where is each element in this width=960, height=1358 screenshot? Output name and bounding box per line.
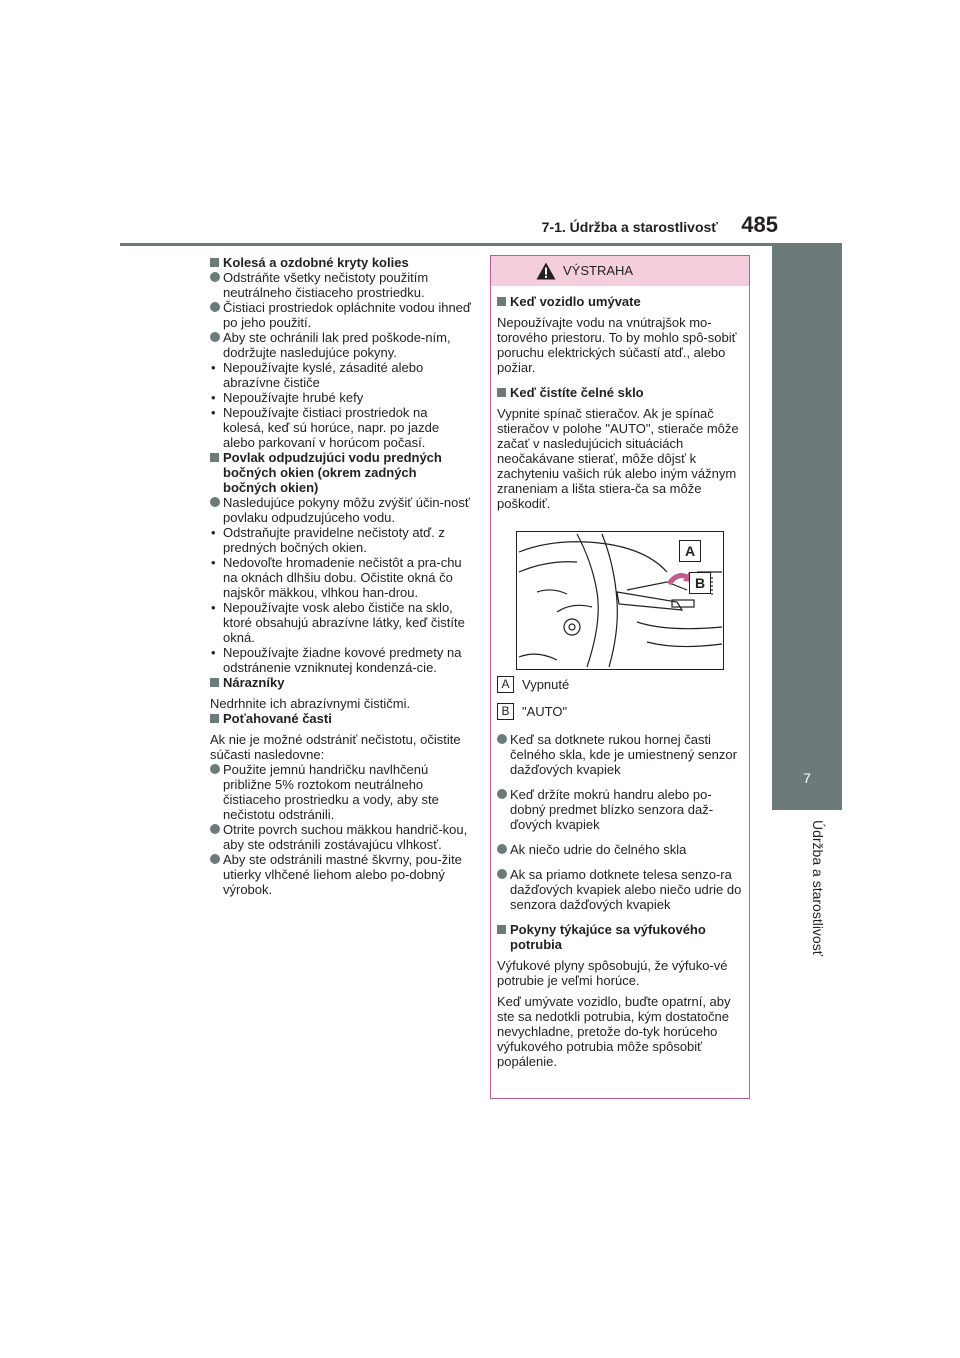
square-bullet-icon	[210, 678, 219, 687]
dot-bullet-icon	[210, 497, 220, 507]
bullet-item: Ak niečo udrie do čelného skla	[497, 842, 743, 857]
paragraph: Ak nie je možné odstrániť nečistotu, očistite súčasti nasledovne:	[210, 732, 461, 762]
label-a-box: A	[497, 676, 514, 693]
sub-item: • Odstraňujte pravidelne nečistoty atď. z predných bočných okien.	[210, 525, 472, 555]
bullet-item: Aby ste ochránili lak pred poškode-ním, dodržujte nasledujúce pokyny.	[210, 330, 472, 360]
bullet-item: Čistiaci prostriedok opláchnite vodou ihneď po jeho použití.	[210, 300, 472, 330]
sub-item: • Nepoužívajte čistiaci prostriedok na kolesá, keď sú horúce, napr. po jazde alebo parkovaní v horúcom počasí.	[210, 405, 472, 450]
warning-header	[491, 256, 749, 286]
label-b-tag: B	[689, 572, 711, 594]
bullet-item: Nasledujúce pokyny môžu zvýšiť účin-nosť povlaku odpudzujúceho vodu.	[210, 495, 472, 525]
square-bullet-icon	[210, 714, 219, 723]
square-bullet-icon	[210, 258, 219, 267]
bullet-item: Otrite povrch suchou mäkkou handrič-kou, aby ste odstránili zostávajúcu vlhkosť.	[210, 822, 472, 852]
chapter-number: 7	[803, 770, 811, 786]
bullet-item: Použite jemnú handričku navlhčenú približne 5% roztokom neutrálneho čistiaceho prostriedku a vody, aby ste nečistotu odstránili.	[210, 762, 472, 822]
square-bullet-icon	[497, 297, 506, 306]
legend-a-text: Vypnuté	[522, 677, 570, 692]
left-column	[210, 255, 472, 897]
warning-title: VÝSTRAHA	[563, 263, 634, 278]
warning-box	[490, 255, 750, 1099]
warning-triangle-icon	[536, 262, 556, 280]
dot-bullet-icon	[497, 844, 507, 854]
square-bullet-icon	[497, 388, 506, 397]
sub-item: • Nepoužívajte vosk alebo čističe na sklo, ktoré obsahujú abrazívne látky, keď čistíte okná.	[210, 600, 472, 645]
legend-b	[497, 703, 743, 720]
bullet-item: Keď držíte mokrú handru alebo po-dobný predmet blízko senzora daž-ďových kvapiek	[497, 787, 743, 832]
legend-b-text: "AUTO"	[522, 704, 568, 719]
heading-wheels: Kolesá a ozdobné kryty kolies	[210, 255, 472, 270]
dot-bullet-icon	[210, 302, 220, 312]
dot-bullet-icon	[497, 789, 507, 799]
label-a-tag: A	[679, 540, 701, 562]
heading-exhaust: Pokyny týkajúce sa výfukového potrubia	[497, 922, 743, 952]
paragraph: Vypnite spínač stieračov. Ak je spínač stieračov v polohe "AUTO", stierače môže začať v nasledujúcich situáciách neočakávane stierať, môže dôjsť k zachyteniu vašich rúk alebo iným vážnym zraneniam a lišta stiera-ča sa môže poškodiť.	[497, 406, 739, 511]
sub-item: • Nepoužívajte žiadne kovové predmety na odstránenie vzniknutej kondenzá-cie.	[210, 645, 472, 675]
sub-item: • Nepoužívajte hrubé kefy	[210, 390, 472, 405]
square-bullet-icon	[210, 453, 219, 462]
dot-bullet-icon	[497, 734, 507, 744]
heading-bumpers: Nárazníky	[210, 675, 472, 690]
bullet-item: Odstráňte všetky nečistoty použitím neutrálneho čistiaceho prostriedku.	[210, 270, 472, 300]
bullet-item: Ak sa priamo dotknete telesa senzo-ra dažďových kvapiek alebo niečo udrie do senzora dažďových kvapiek	[497, 867, 743, 912]
paragraph: Nedrhnite ich abrazívnymi čističmi.	[210, 696, 411, 711]
heading-washing: Keď vozidlo umývate	[497, 294, 743, 309]
legend-a	[497, 676, 743, 693]
section-title: 7-1. Údržba a starostlivosť	[541, 219, 718, 235]
dot-bullet-icon	[210, 824, 220, 834]
bullet-item: Aby ste odstránili mastné škvrny, pou-žite utierky vlhčené liehom alebo po-dobný výrobok.	[210, 852, 472, 897]
header-rule	[120, 243, 842, 246]
side-chapter-title: Údržba a starostlivosť	[810, 820, 826, 956]
dot-bullet-icon	[210, 854, 220, 864]
wiper-switch-illustration	[516, 531, 724, 670]
dot-bullet-icon	[210, 332, 220, 342]
heading-window-coating: Povlak odpudzujúci vodu predných bočných okien (okrem zadných bočných okien)	[210, 450, 472, 495]
dot-bullet-icon	[210, 764, 220, 774]
paragraph: Keď umývate vozidlo, buďte opatrní, aby ste sa nedotkli potrubia, kým dostatočne nevychladne, pretože do-tyk horúceho výfukového potrubia môže spôsobiť popálenie.	[497, 994, 731, 1069]
page-number: 485	[741, 212, 778, 237]
paragraph: Výfukové plyny spôsobujú, že výfuko-vé potrubie je veľmi horúce.	[497, 958, 728, 988]
label-b-box: B	[497, 703, 514, 720]
heading-windshield: Keď čistíte čelné sklo	[497, 385, 743, 400]
chapter-tab	[772, 246, 842, 810]
sub-item: • Nedovoľte hromadenie nečistôt a pra-chu na oknách dlhšiu dobu. Očistite okná čo najskôr mäkkou, vlhkou han-drou.	[210, 555, 472, 600]
dot-bullet-icon	[497, 869, 507, 879]
dot-bullet-icon	[210, 272, 220, 282]
warning-body	[491, 286, 749, 1069]
bullet-item: Keď sa dotknete rukou hornej časti čelného skla, kde je umiestnený senzor dažďových kvapiek	[497, 732, 743, 777]
heading-coated-parts: Poťahované časti	[210, 711, 472, 726]
paragraph: Nepoužívajte vodu na vnútrajšok mo-torového priestoru. To by mohlo spô-sobiť poruchu elektrických súčastí atď., alebo požiar.	[497, 315, 737, 375]
sub-item: • Nepoužívajte kyslé, zásadité alebo abrazívne čističe	[210, 360, 472, 390]
square-bullet-icon	[497, 925, 506, 934]
